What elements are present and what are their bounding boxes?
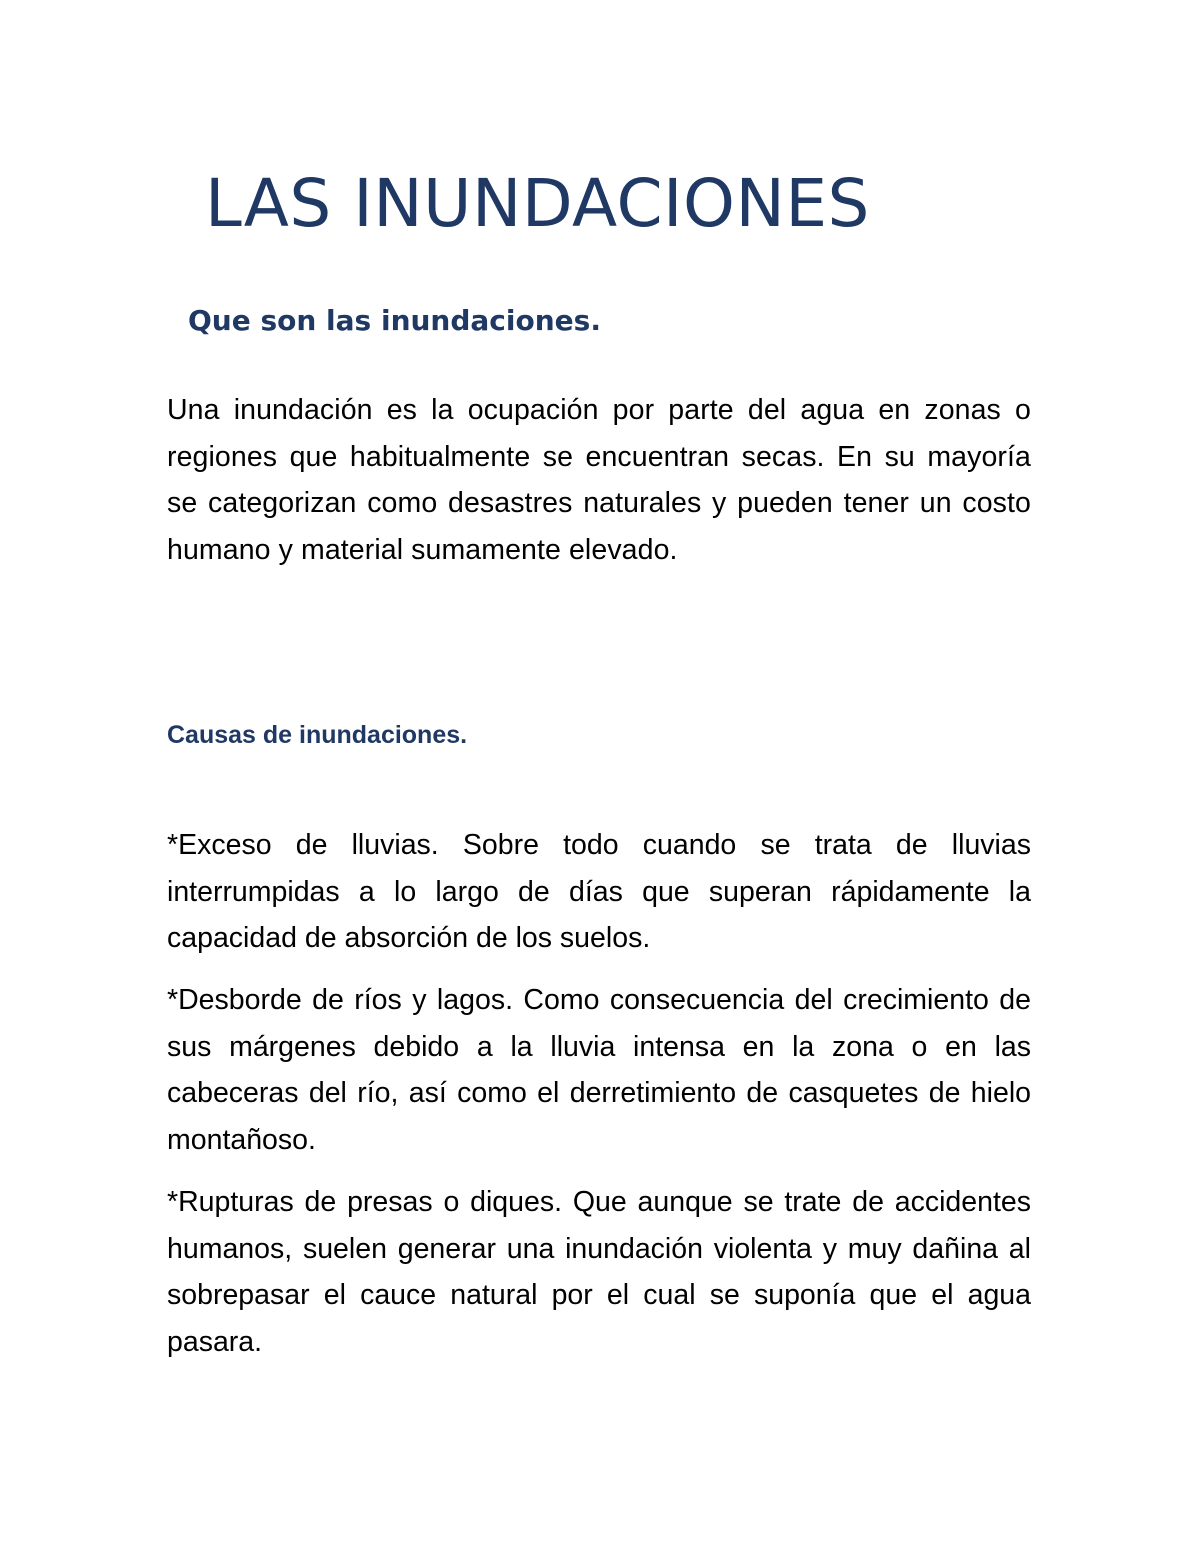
causes-heading: Causas de inundaciones. xyxy=(167,721,468,749)
section-subtitle: Que son las inundaciones. xyxy=(188,304,601,337)
document-title: LAS INUNDACIONES xyxy=(205,165,870,242)
intro-paragraph: Una inundación es la ocupación por parte del agua en zonas o regiones que habitualmente se encuentran secas. En su mayoría se categorizan como desastres naturales y pueden tener un costo humano y material sumamente elevado. xyxy=(167,394,1031,566)
cause-item: *Desborde de ríos y lagos. Como consecuencia del crecimiento de sus márgenes debido a la lluvia intensa en la zona o en las cabeceras del río, así como el derretimiento de casquetes de hielo montañoso. xyxy=(167,984,1031,1156)
cause-item: *Exceso de lluvias. Sobre todo cuando se trata de lluvias interrumpidas a lo largo de días que superan rápidamente la capacidad de absorción de los suelos. xyxy=(167,829,1031,954)
cause-item: *Rupturas de presas o diques. Que aunque se trate de accidentes humanos, suelen generar una inundación violenta y muy dañina al sobrepasar el cauce natural por el cual se suponía que el agua pasara. xyxy=(167,1186,1031,1358)
